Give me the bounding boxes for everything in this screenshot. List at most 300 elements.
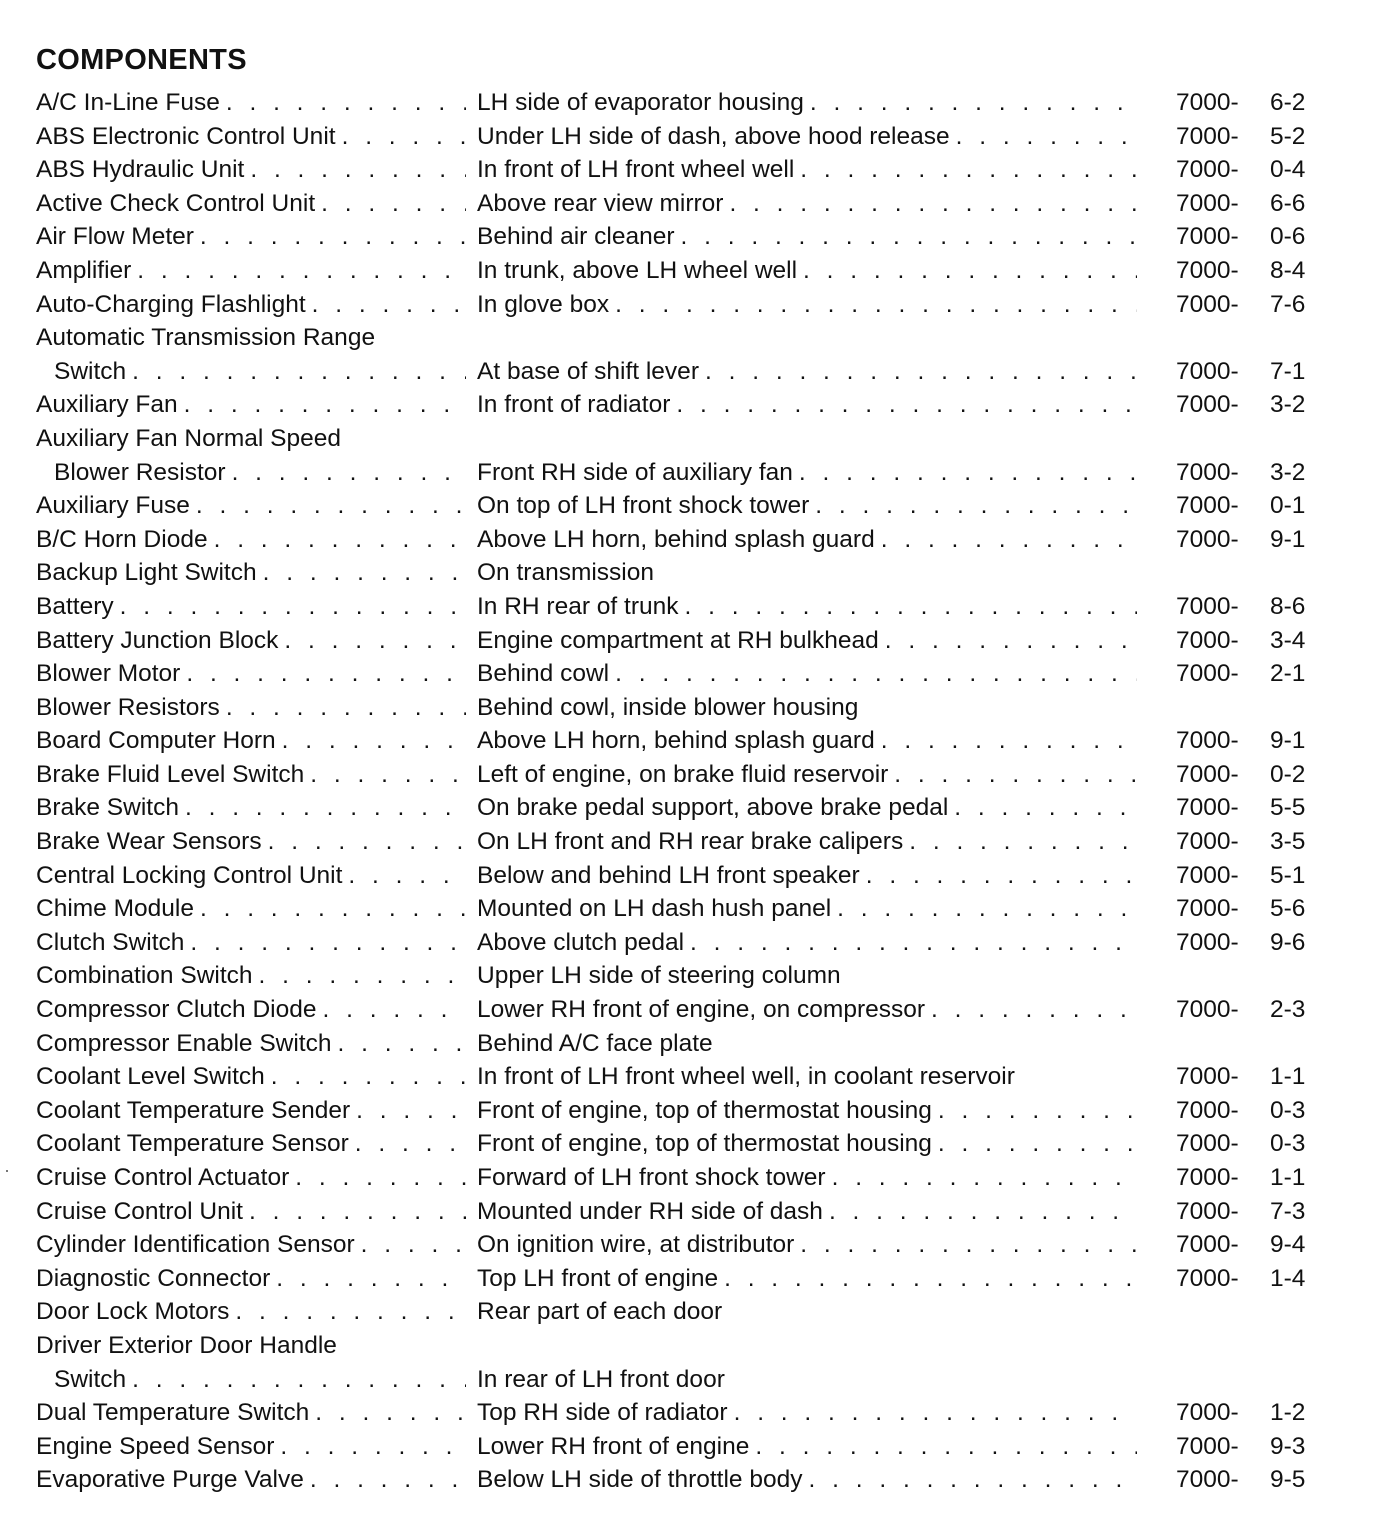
location-cell xyxy=(477,1094,1137,1128)
dot-leader xyxy=(829,1195,1137,1229)
location-cell xyxy=(477,590,1137,624)
reference-number: 9-5 xyxy=(1270,1466,1306,1494)
reference-cell xyxy=(1176,153,1326,187)
component-name-cell xyxy=(36,523,466,557)
reference-prefix: 7000- xyxy=(1176,525,1239,553)
component-name-cell xyxy=(36,153,466,187)
location-cell xyxy=(477,456,1137,490)
location-cell xyxy=(477,220,1137,254)
component-name: Engine Speed Sensor xyxy=(36,1432,275,1460)
location-text: Top LH front of engine xyxy=(477,1264,719,1292)
table-row xyxy=(36,523,1336,557)
location-text: Top RH side of radiator xyxy=(477,1399,728,1427)
component-name: A/C In-Line Fuse xyxy=(36,89,220,116)
reference-cell xyxy=(1176,1396,1326,1430)
dot-leader xyxy=(881,724,1137,758)
table-row xyxy=(36,288,1336,322)
dot-leader xyxy=(938,1094,1137,1128)
reference-cell xyxy=(1176,187,1326,221)
location-text: Behind A/C face plate xyxy=(477,1029,713,1057)
location-cell xyxy=(477,1127,1137,1161)
location-text: Front RH side of auxiliary fan xyxy=(477,458,793,486)
dot-leader xyxy=(321,187,466,221)
component-name-cell xyxy=(36,1027,466,1061)
reference-number: 3-4 xyxy=(1270,626,1306,654)
reference-cell xyxy=(1176,1195,1326,1229)
component-name: Evaporative Purge Valve xyxy=(36,1466,304,1494)
table-row xyxy=(36,724,1336,758)
component-name-cell xyxy=(36,388,466,422)
dot-leader xyxy=(200,220,466,254)
component-name-cell xyxy=(36,1396,466,1430)
location-text: Below LH side of throttle body xyxy=(477,1466,803,1494)
location-cell xyxy=(477,1060,1137,1094)
location-cell xyxy=(477,859,1137,893)
dot-leader xyxy=(268,825,466,859)
table-row xyxy=(36,1195,1336,1229)
component-name-cell xyxy=(36,187,466,221)
dot-leader xyxy=(337,1027,466,1061)
reference-prefix: 7000- xyxy=(1176,122,1239,150)
dot-leader xyxy=(263,556,466,590)
table-row xyxy=(36,1295,1336,1329)
reference-cell xyxy=(1176,220,1326,254)
scan-speck xyxy=(6,1170,8,1172)
reference-cell xyxy=(1176,388,1326,422)
components-table xyxy=(36,86,1336,1497)
reference-cell xyxy=(1176,1430,1326,1464)
reference-prefix: 7000- xyxy=(1176,189,1239,217)
location-text: Mounted on LH dash hush panel xyxy=(477,895,832,923)
reference-number: 5-1 xyxy=(1270,861,1306,889)
reference-prefix: 7000- xyxy=(1176,156,1239,184)
component-name: Battery Junction Block xyxy=(36,626,279,654)
reference-cell xyxy=(1176,355,1326,389)
reference-prefix: 7000- xyxy=(1176,290,1239,318)
component-name-cell xyxy=(36,892,466,926)
location-text: In front of LH front wheel well xyxy=(477,156,795,184)
location-cell xyxy=(477,1027,1137,1061)
component-name: Auxiliary Fan xyxy=(36,391,178,419)
component-name-cell xyxy=(36,590,466,624)
component-name: Dual Temperature Switch xyxy=(36,1399,310,1427)
table-row xyxy=(36,1430,1336,1464)
component-name-cell xyxy=(36,859,466,893)
location-cell xyxy=(477,724,1137,758)
component-name-cell xyxy=(36,86,466,120)
component-name: Cylinder Identification Sensor xyxy=(36,1231,355,1259)
reference-number: 5-6 xyxy=(1270,895,1306,923)
dot-leader xyxy=(120,590,466,624)
reference-number: 9-4 xyxy=(1270,1231,1306,1259)
location-text: LH side of evaporator housing xyxy=(477,89,804,116)
component-name-cell xyxy=(36,1295,466,1329)
reference-number: 7-1 xyxy=(1270,357,1306,385)
dot-leader xyxy=(214,523,466,557)
table-row xyxy=(36,1127,1336,1161)
dot-leader xyxy=(705,355,1137,389)
reference-cell xyxy=(1176,1463,1326,1497)
dot-leader xyxy=(137,254,466,288)
location-cell xyxy=(477,657,1137,691)
reference-prefix xyxy=(1176,1027,1270,1061)
reference-prefix: 7000- xyxy=(1176,1231,1239,1259)
dot-leader xyxy=(196,489,466,523)
table-row xyxy=(36,791,1336,825)
component-name-cell xyxy=(36,422,466,489)
location-text: At base of shift lever xyxy=(477,357,699,385)
table-row xyxy=(36,1027,1336,1061)
component-name-cell xyxy=(36,489,466,523)
dot-leader xyxy=(132,1363,466,1397)
dot-leader xyxy=(799,456,1137,490)
component-name: Coolant Level Switch xyxy=(36,1063,265,1091)
reference-cell xyxy=(1176,825,1326,859)
reference-number: 6-6 xyxy=(1270,189,1306,217)
component-name-cell xyxy=(36,1195,466,1229)
component-name: Automatic Transmission Range xyxy=(36,324,376,352)
reference-cell xyxy=(1176,254,1326,288)
reference-prefix: 7000- xyxy=(1176,1432,1239,1460)
reference-number: 2-1 xyxy=(1270,660,1306,688)
location-cell xyxy=(477,624,1137,658)
reference-cell xyxy=(1176,1228,1326,1262)
location-cell xyxy=(477,959,1137,993)
reference-cell xyxy=(1176,859,1326,893)
dot-leader xyxy=(810,86,1137,120)
dot-leader xyxy=(232,456,466,490)
component-name: Cruise Control Actuator xyxy=(36,1164,290,1191)
dot-leader xyxy=(800,1228,1137,1262)
location-text: Behind cowl xyxy=(477,660,610,688)
reference-prefix xyxy=(1176,1295,1270,1329)
component-name: Auto-Charging Flashlight xyxy=(36,290,306,318)
reference-cell xyxy=(1176,791,1326,825)
reference-cell xyxy=(1176,556,1326,590)
reference-number: 8-6 xyxy=(1270,592,1306,620)
dot-leader xyxy=(190,926,466,960)
reference-number: 9-1 xyxy=(1270,727,1306,755)
location-cell xyxy=(477,1262,1137,1296)
component-name: Door Lock Motors xyxy=(36,1298,230,1326)
dot-leader xyxy=(800,153,1137,187)
reference-number: 1-4 xyxy=(1270,1264,1306,1292)
component-name: Chime Module xyxy=(36,895,194,923)
reference-cell xyxy=(1176,892,1326,926)
component-name-cell xyxy=(36,120,466,154)
table-row xyxy=(36,489,1336,523)
component-name: Brake Fluid Level Switch xyxy=(36,760,305,788)
location-text: On ignition wire, at distributor xyxy=(477,1231,795,1259)
component-name-cell xyxy=(36,959,466,993)
reference-number: 2-3 xyxy=(1270,996,1306,1024)
dot-leader xyxy=(885,624,1137,658)
reference-prefix: 7000- xyxy=(1176,89,1239,116)
dot-leader xyxy=(356,1094,466,1128)
dot-leader xyxy=(615,288,1137,322)
dot-leader xyxy=(226,86,466,120)
reference-prefix: 7000- xyxy=(1176,592,1239,620)
reference-number: 5-5 xyxy=(1270,794,1306,822)
location-text: In front of radiator xyxy=(477,391,671,419)
dot-leader xyxy=(323,993,467,1027)
table-row xyxy=(36,1161,1336,1195)
reference-number: 0-6 xyxy=(1270,223,1306,251)
table-row xyxy=(36,892,1336,926)
dot-leader xyxy=(249,1195,466,1229)
location-text: On LH front and RH rear brake calipers xyxy=(477,828,904,856)
reference-cell xyxy=(1176,1295,1326,1329)
reference-prefix: 7000- xyxy=(1176,256,1239,284)
reference-prefix xyxy=(1176,959,1270,993)
dot-leader xyxy=(295,1161,466,1195)
component-name: Cruise Control Unit xyxy=(36,1197,243,1225)
location-cell xyxy=(477,523,1137,557)
reference-cell xyxy=(1176,288,1326,322)
reference-number: 8-4 xyxy=(1270,256,1306,284)
location-text: Rear part of each door xyxy=(477,1298,723,1326)
dot-leader xyxy=(837,892,1137,926)
component-name: Central Locking Control Unit xyxy=(36,861,343,889)
table-row xyxy=(36,657,1336,691)
component-name: Clutch Switch xyxy=(36,928,185,956)
reference-cell xyxy=(1176,993,1326,1027)
component-name-cell xyxy=(36,624,466,658)
component-name-cell xyxy=(36,220,466,254)
location-cell xyxy=(477,355,1137,389)
reference-prefix: 7000- xyxy=(1176,1197,1239,1225)
reference-number: 3-2 xyxy=(1270,391,1306,419)
reference-prefix: 7000- xyxy=(1176,895,1239,923)
location-text: Behind cowl, inside blower housing xyxy=(477,693,859,721)
table-row xyxy=(36,1262,1336,1296)
location-cell xyxy=(477,926,1137,960)
table-row xyxy=(36,758,1336,792)
reference-number: 3-2 xyxy=(1270,458,1306,486)
location-cell xyxy=(477,86,1137,120)
dot-leader xyxy=(881,523,1137,557)
component-name-cell xyxy=(36,1329,466,1396)
location-cell xyxy=(477,1396,1137,1430)
location-text: Behind air cleaner xyxy=(477,223,675,251)
dot-leader xyxy=(803,254,1137,288)
reference-cell xyxy=(1176,758,1326,792)
reference-prefix: 7000- xyxy=(1176,660,1239,688)
reference-cell xyxy=(1176,1127,1326,1161)
dot-leader xyxy=(956,120,1137,154)
component-name: Auxiliary Fuse xyxy=(36,492,190,520)
dot-leader xyxy=(734,1396,1137,1430)
location-text: Above rear view mirror xyxy=(477,189,724,217)
reference-cell xyxy=(1176,926,1326,960)
dot-leader xyxy=(310,758,466,792)
component-name-cell xyxy=(36,1060,466,1094)
location-cell xyxy=(477,892,1137,926)
table-row xyxy=(36,556,1336,590)
location-cell xyxy=(477,187,1137,221)
component-name: Auxiliary Fan Normal Speed xyxy=(36,424,342,452)
reference-cell xyxy=(1176,1363,1326,1397)
table-row xyxy=(36,825,1336,859)
dot-leader xyxy=(954,791,1137,825)
dot-leader xyxy=(284,624,466,658)
dot-leader xyxy=(259,959,466,993)
table-row xyxy=(36,187,1336,221)
reference-prefix: 7000- xyxy=(1176,492,1239,520)
reference-prefix: 7000- xyxy=(1176,727,1239,755)
dot-leader xyxy=(755,1430,1137,1464)
component-name: B/C Horn Diode xyxy=(36,525,208,553)
dot-leader xyxy=(200,892,466,926)
reference-prefix xyxy=(1176,691,1270,725)
location-cell xyxy=(477,120,1137,154)
table-row xyxy=(36,1094,1336,1128)
reference-cell xyxy=(1176,489,1326,523)
table-row xyxy=(36,220,1336,254)
reference-number: 7-6 xyxy=(1270,290,1306,318)
location-text: Left of engine, on brake fluid reservoir xyxy=(477,760,889,788)
component-name-cell xyxy=(36,556,466,590)
reference-cell xyxy=(1176,1060,1326,1094)
reference-number: 3-5 xyxy=(1270,828,1306,856)
reference-number: 1-1 xyxy=(1270,1164,1306,1191)
dot-leader xyxy=(132,355,466,389)
dot-leader xyxy=(250,153,466,187)
component-name-cell xyxy=(36,724,466,758)
location-text: On brake pedal support, above brake pedal xyxy=(477,794,949,822)
table-row xyxy=(36,1396,1336,1430)
reference-cell xyxy=(1176,1027,1326,1061)
dot-leader xyxy=(315,1396,466,1430)
component-name: Brake Switch xyxy=(36,794,179,822)
component-name-cell xyxy=(36,1228,466,1262)
component-name: Board Computer Horn xyxy=(36,727,276,755)
component-name: ABS Electronic Control Unit xyxy=(36,122,336,150)
table-row xyxy=(36,321,1336,388)
dot-leader xyxy=(342,120,466,154)
reference-prefix: 7000- xyxy=(1176,1130,1239,1158)
location-cell xyxy=(477,758,1137,792)
component-name: Backup Light Switch xyxy=(36,559,257,587)
component-name-cell xyxy=(36,1463,466,1497)
dot-leader xyxy=(690,926,1137,960)
reference-prefix: 7000- xyxy=(1176,928,1239,956)
section-heading: COMPONENTS xyxy=(36,44,247,76)
reference-cell xyxy=(1176,86,1326,120)
reference-prefix: 7000- xyxy=(1176,794,1239,822)
dot-leader xyxy=(185,791,466,825)
reference-number: 9-3 xyxy=(1270,1432,1306,1460)
location-text: In glove box xyxy=(477,290,610,318)
reference-cell xyxy=(1176,456,1326,490)
dot-leader xyxy=(815,489,1137,523)
dot-leader xyxy=(312,288,466,322)
component-name-cell xyxy=(36,657,466,691)
location-text: On transmission xyxy=(477,559,655,587)
component-name: Diagnostic Connector xyxy=(36,1264,271,1292)
dot-leader xyxy=(361,1228,466,1262)
table-row xyxy=(36,1463,1336,1497)
location-cell xyxy=(477,254,1137,288)
reference-number: 0-4 xyxy=(1270,156,1306,184)
component-name-cell xyxy=(36,1094,466,1128)
component-name: Blower Resistors xyxy=(36,693,220,721)
component-name-cell xyxy=(36,691,466,725)
dot-leader xyxy=(280,1430,466,1464)
location-cell xyxy=(477,1195,1137,1229)
location-text: On top of LH front shock tower xyxy=(477,492,810,520)
component-name-cell xyxy=(36,254,466,288)
component-name: Compressor Clutch Diode xyxy=(36,996,317,1024)
reference-prefix: 7000- xyxy=(1176,1399,1239,1427)
dot-leader xyxy=(276,1262,466,1296)
component-name: Combination Switch xyxy=(36,962,253,990)
component-name: ABS Hydraulic Unit xyxy=(36,156,245,184)
location-text: Above clutch pedal xyxy=(477,928,685,956)
table-row xyxy=(36,859,1336,893)
reference-prefix: 7000- xyxy=(1176,357,1239,385)
reference-cell xyxy=(1176,590,1326,624)
reference-cell xyxy=(1176,1262,1326,1296)
reference-prefix: 7000- xyxy=(1176,626,1239,654)
component-name-cell xyxy=(36,926,466,960)
component-name: Coolant Temperature Sender xyxy=(36,1096,351,1124)
table-row xyxy=(36,388,1336,422)
component-name-cell xyxy=(36,1161,466,1195)
component-name-continued: Switch xyxy=(54,357,127,385)
component-name: Air Flow Meter xyxy=(36,223,194,251)
reference-prefix xyxy=(1176,556,1270,590)
reference-cell xyxy=(1176,657,1326,691)
location-text: In trunk, above LH wheel well xyxy=(477,256,798,284)
reference-number: 0-3 xyxy=(1270,1130,1306,1158)
reference-number: 1-2 xyxy=(1270,1399,1306,1427)
reference-number: 0-2 xyxy=(1270,760,1306,788)
location-cell xyxy=(477,288,1137,322)
location-text: In RH rear of trunk xyxy=(477,592,679,620)
reference-prefix: 7000- xyxy=(1176,1096,1239,1124)
table-row xyxy=(36,422,1336,489)
dot-leader xyxy=(832,1161,1137,1195)
table-row xyxy=(36,86,1336,120)
reference-cell xyxy=(1176,959,1326,993)
location-cell xyxy=(477,1161,1137,1195)
dot-leader xyxy=(866,859,1137,893)
location-cell xyxy=(477,153,1137,187)
table-row xyxy=(36,153,1336,187)
location-cell xyxy=(477,489,1137,523)
table-row xyxy=(36,254,1336,288)
table-row xyxy=(36,993,1336,1027)
dot-leader xyxy=(282,724,466,758)
reference-cell xyxy=(1176,624,1326,658)
component-name-continued: Blower Resistor xyxy=(54,458,226,486)
component-name: Blower Motor xyxy=(36,660,181,688)
reference-prefix: 7000- xyxy=(1176,1063,1239,1091)
location-cell xyxy=(477,691,1137,725)
table-row xyxy=(36,1329,1336,1396)
components-page xyxy=(36,40,1336,1497)
component-name-cell xyxy=(36,1127,466,1161)
location-text: Upper LH side of steering column xyxy=(477,962,841,990)
location-text: Above LH horn, behind splash guard xyxy=(477,525,875,553)
component-name-cell xyxy=(36,321,466,388)
dot-leader xyxy=(310,1463,466,1497)
component-name-cell xyxy=(36,993,466,1027)
reference-prefix: 7000- xyxy=(1176,1466,1239,1494)
location-text: Below and behind LH front speaker xyxy=(477,861,860,889)
location-cell xyxy=(477,993,1137,1027)
